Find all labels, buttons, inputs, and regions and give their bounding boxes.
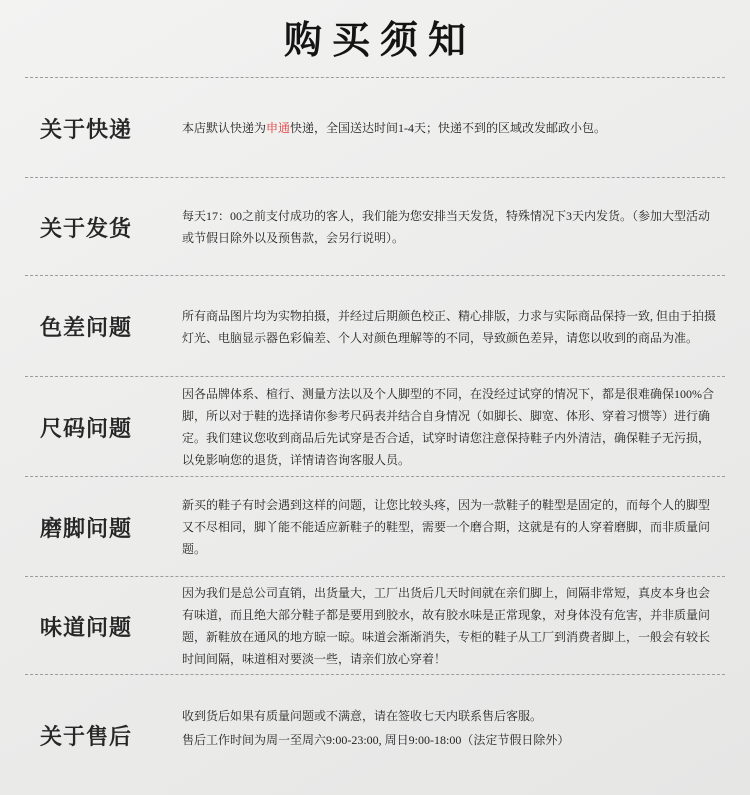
after-sale-line1: 收到货后如果有质量问题或不满意，请在签收七天内联系售后客服。 [182, 709, 543, 723]
section-content-size [182, 383, 716, 471]
section-content-smell [182, 582, 716, 670]
section-content-express [182, 117, 716, 139]
section-label-foot-rubbing: 磨脚问题 [40, 515, 133, 541]
section-row-after-sale [0, 675, 750, 795]
section-row-size [0, 377, 750, 477]
section-label-express: 关于快递 [40, 116, 133, 142]
after-sale-line2: 售后工作时间为周一至周六9:00-23:00, 周日9:00-18:00（法定节假日除外） [182, 733, 570, 747]
section-label-color-difference: 色差问题 [40, 315, 133, 340]
section-row-smell [0, 577, 750, 675]
shipping-text: 每天17：00之前支付成功的客人，我们能为您安排当天发货，特殊情况下3天内发货。（参加大型活动或节假日除外以及预售款，会另行说明）。 [182, 209, 711, 245]
section-row-color-difference [0, 276, 750, 377]
express-text [182, 117, 716, 139]
section-row-express [0, 78, 750, 178]
section-content-foot-rubbing [182, 494, 716, 560]
section-row-foot-rubbing [0, 477, 750, 577]
section-label-shipping: 关于发货 [40, 215, 133, 241]
section-content-color-difference [182, 305, 716, 349]
express-text-before: 本店默认快递为 [182, 121, 267, 135]
section-label-after-sale: 关于售后 [40, 723, 133, 749]
section-content-after-sale [182, 704, 716, 766]
section-label-size: 尺码问题 [40, 415, 133, 441]
page-title: 购买须知 [283, 19, 476, 62]
section-label-smell: 味道问题 [40, 614, 133, 640]
color-difference-text: 所有商品图片均为实物拍摄，并经过后期颜色校正、精心排版，力求与实际商品保持一致, 但由于拍摄灯光、电脑显示器色彩偏差、个人对颜色理解等的不同，导致颜色差异，请您以收到的商品为准。 [182, 308, 717, 345]
size-text: 因各品牌体系、楦行、测量方法以及个人脚型的不同，在没经过试穿的情况下，都是很难确保100%合脚，所以对于鞋的选择请你参考尺码表并结合自身情况（如脚长、脚宽、体形、穿着习惯等）进行确定。我们建议您收到商品后先试穿是否合适，试穿时请您注意保持鞋子内外清洁，确保鞋子无污损，以免影响您的退货，详情请咨询客服人员。 [182, 387, 714, 467]
page-header [0, 0, 750, 78]
smell-text: 因为我们是总公司直销，出货量大，工厂出货后几天时间就在亲们脚上，间隔非常短，真皮本身也会有味道，而且绝大部分鞋子都是要用到胶水，故有胶水味是正常现象，对身体没有危害，并非质量问题，新鞋放在通风的地方晾一晾。味道会渐渐消失，专柜的鞋子从工厂到消费者脚上，一般会有较长时间间隔，味道相对要淡一些，请亲们放心穿着！ [182, 586, 711, 666]
express-text-after: 快递，全国送达时间1-4天；快递不到的区域改发邮政小包。 [290, 121, 607, 135]
section-row-shipping [0, 178, 750, 276]
express-courier-name: 申通 [266, 121, 291, 135]
foot-rubbing-text: 新买的鞋子有时会遇到这样的问题，让您比较头疼，因为一款鞋子的鞋型是固定的，而每个人的脚型又不尽相同，脚丫能不能适应新鞋子的鞋型，需要一个磨合期，这就是有的人穿着磨脚，而非质量问题。 [182, 498, 711, 556]
section-content-shipping [182, 205, 716, 249]
